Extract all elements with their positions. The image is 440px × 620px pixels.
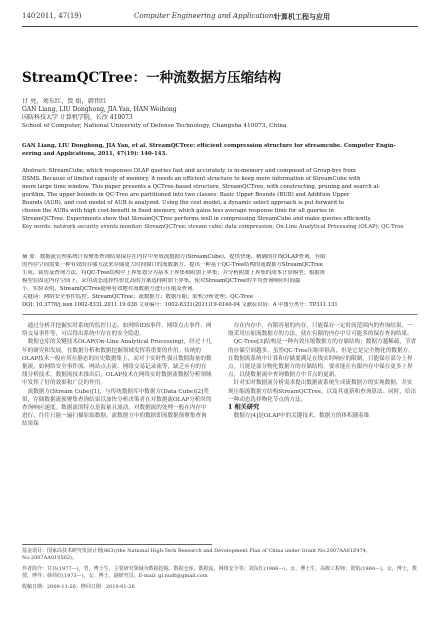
- intro-paragraph: 流数据方(Stream Cube)[1]，与传统数据库中数据方(Data Cube)[2]类似，存储数据流预聚集查询结果以加快分析决策者在对数据流OLAP分析时的查询响应速度。数据流的特点是海量且流动，对数据流的处理一般在内存中进行，往往只能一遍扫描原始数据。流数据方中的数据即流数据预聚集查询结果保: [22, 388, 212, 428]
- intro-paragraph: 针对实时数据流分析需求提出数据流系统生成流数据方的实现数据，并实现压缩流数据方结构StreamQCTree，以及其更新和查询算法。同时，给出一种动态选择物化节点的方法。: [228, 380, 417, 403]
- keywords-cn: 关键词：网络安全事件监控；StreamQCTree；流数据方；数据压缩；联机分析处理；QC-Tree: [22, 294, 253, 300]
- abstract-cn-line: 小。实验表明，StreamQCTree能够有效地对流数据方进行压缩及查询。: [22, 286, 198, 292]
- footnote-dates: 收稿日期：2009-11-26；修回日期：2010-01-26: [22, 584, 135, 590]
- intro-paragraph: QC-Tree[3]结构是一种有效压缩数据方的存储结构；数据方越稀疏，节省的存储空间越多。虽然QC-Tree压缩率很高，但是它是完全物化的数据方，在数据流系统中计算和存储要满足在线实时响应的限制，只能保存部分上界点。只能是部分物化数据方的存储结构，要求能在有限内存中保存更多上界点，以使数据流中查询数据方中节点的更新。: [228, 339, 417, 379]
- abstract-en-line: StreamQCTree. Experiments show that StreamQCTree performs well in compressing StreamCube and make queries efficiently.: [22, 216, 372, 222]
- keywords-en: Key words: network security events monitor; StreamQCTree; stream cube; data compression; On-Line Analytical Processing (OLAP); QC-Tree: [22, 224, 404, 230]
- citation-line-2: eering and Applications, 2011, 47(19): 140-143.: [22, 151, 168, 157]
- page-number: 140: [22, 12, 36, 20]
- abstract-en-line: more large time window. This paper presents a QCTree-based structure, StreamQCTree, with constructing, pruning and search al-: [22, 184, 381, 190]
- footnote-rule: [22, 544, 212, 545]
- body-left-column: [22, 322, 212, 429]
- section-heading: 1 相关研究: [228, 404, 260, 412]
- authors-cn: 甘 亮，刘东红，贾 焰，韩伟红: [22, 98, 107, 105]
- journal-name-en: Computer Engineering and Applications: [134, 12, 277, 20]
- intro-paragraph: 存在内存中，有限容量的内存，只能保存一定时间范围内的查询结果，一般采用压缩流数据方的方法，使在有限的内存中尽可能多的保存查询结果。: [228, 323, 413, 338]
- footnote-authors: 作者简介：甘亮(1977—)，男，博士生，主要研究领域为数据挖掘、数据仓库、数据流、网络安全等；刘东红(1966—)，女，博士生，高级工程师；贾焰(1960—)，女，博士，教授，博导；韩伟红(1973—)，女，博士，副研究员。E-mail: gl.nudt@gmail.com: [22, 566, 417, 579]
- abstract-cn-line: 摘 要：数据流管理系统计算聚集查询结果保存在内存中形成流数据方(StreamCube)，提供快速、精确的在线OLAP查询。有限: [22, 254, 326, 260]
- abstract-en-line: choose the AUBs with high cost-benefit in fixed memory, which gains less average response time for all queries in: [22, 208, 334, 214]
- authors-en: GAN Liang, LIU Donghong, JIA Yan, HAN Weihong: [22, 106, 177, 113]
- abstract-en-line: DSMS. Because of limited capacity of memory, it needs an efficient structure to keep more information of StreamCube with: [22, 176, 361, 182]
- abstract-rule: [22, 314, 418, 315]
- abstract-cn-line: 生成、裁剪及查询方法，将QC-Tree结构中上界集划分为基本上界集和附加上界集；并分析附加上界集的成本计算模型；根据该: [22, 270, 326, 276]
- affiliation-cn: 国防科技大学 计算机学院，长沙 410073: [22, 114, 133, 121]
- footnote-funding: 基金项目：国家高技术研究发展计划(863)(the National High-Tech Research and Development Plan of China under Grant No.2007AA01Z474, No.2007AA010502)。: [22, 548, 368, 561]
- paper-title: StreamQCTree：一种流数据方压缩结构: [22, 70, 282, 86]
- abstract-en-line: Abstract: StreamCube, which responses OLAP queries fast and accurately, is in-memory and composed of Group-bys from: [22, 168, 356, 174]
- running-header: [22, 10, 418, 24]
- header-rule: [22, 26, 418, 27]
- citation-line-1: GAN Liang, LIU Donghong, JIA Yan, et al. StreamQCTree: efficient compression structure for streamcube. Computer Engin-: [22, 143, 396, 149]
- section-paragraph: 数据方[4]是OLAP中的关键技术，数据方的体积随着维: [233, 413, 370, 420]
- body-right-column: [228, 322, 418, 420]
- abstract-en-line: Bounds (AUB), and cost model of AUB is analyzed. Using the cost model, a dynamic select approach is put forward to: [22, 200, 345, 206]
- intro-paragraph: 数据仓库的关键技术OLAP(On-Line Analytical Processing)，经过十几年的研究和发展，在数据分析和数据挖掘领域发挥着重要的作用。传统的OLAP技术一般应用在静态的历史数据集上，而对于实时性强且数据海量的数据流，如网络安全事件流、网站点击流、网络交易记录流等，缺乏应有的在线分析技术。数据流技术推出后，OLAP技术在网络实时数据流数据分析领域中发挥了好的效果和广泛的作用。: [22, 339, 212, 387]
- abstract-cn-line: 模型在固定内存空间下，采用动态选择性价比高的方案选择附加上界集，使对StreamQCTree的平均查询响应时间最: [22, 278, 301, 284]
- intro-paragraph: 通过分析并挖掘实时系统的监控日志，如网络IDS事件、网络点击事件、网络交易事件等，可以得出系统中存在的安全隐患。: [22, 323, 212, 338]
- journal-name-cn: 计算机工程与应用: [274, 12, 330, 21]
- issue-info: 2011, 47(19): [36, 12, 82, 20]
- affiliation-en: School of Computer, National University of Defense Technology, Changsha 410073, China: [22, 123, 287, 129]
- doi-line: DOI: 10.3778/j.issn.1002-8331.2011.19.038 文章编号：1002-8331(2011)19-0140-04 文献标识码：A 中图分类号：TP311.131: [22, 302, 338, 308]
- abstract-cn-line: 的内存空间需要一种有效的存储方法来存储更大时间窗口的流数据方。提出一种基于QC-Tree结构的流数据方StreamQCTree: [22, 262, 323, 268]
- abstract-en-line: gorithm. The upper bounds in QC-Tree are partitioned into two classes: Basic Upper Bounds (BUB) and Addition Upper: [22, 192, 350, 198]
